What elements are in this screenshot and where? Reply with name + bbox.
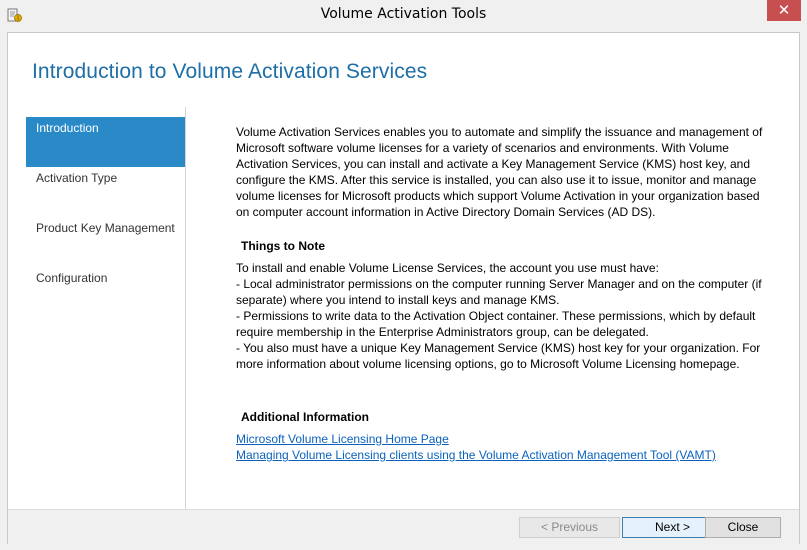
note-item: - Local administrator permissions on the computer running Server Manager and on the computer (if separate) where you intend to install keys and manage KMS. <box>236 277 762 307</box>
nav-item-product-key-management[interactable]: Product Key Management <box>36 221 175 235</box>
nav-divider <box>185 107 186 509</box>
vamt-link[interactable]: Managing Volume Licensing clients using the Volume Activation Management Tool (VAMT) <box>236 448 716 462</box>
previous-button[interactable]: < Previous <box>519 517 620 538</box>
note-item: - Permissions to write data to the Activation Object container. These permissions, which by default require membership in the Enterprise Administrators group, can be delegated. <box>236 309 756 339</box>
note-item: To install and enable Volume License Services, the account you use must have: <box>236 261 659 275</box>
content-pane <box>236 124 776 463</box>
notes-list <box>236 260 776 372</box>
nav-item-introduction[interactable]: Introduction <box>26 117 186 167</box>
close-button[interactable]: Close <box>705 517 781 538</box>
next-button[interactable]: Next > <box>622 517 723 538</box>
window-title: Volume Activation Tools <box>320 6 487 22</box>
nav-item-configuration[interactable]: Configuration <box>36 271 108 285</box>
volume-licensing-home-link[interactable]: Microsoft Volume Licensing Home Page <box>236 432 449 446</box>
intro-paragraph: Volume Activation Services enables you to automate and simplify the issuance and management of Microsoft software volume licenses for a variety of scenarios and environments. With Volume Activation Services, you can install and activate a Key Management Service (KMS) host key, and configure the KMS. After this service is installed, you can also use it to issue, monitor and manage volume licenses for Microsoft products which support Volume Activation in your organization based on computer account information in Active Directory Domain Services (AD DS). <box>236 125 763 219</box>
note-item: - You also must have a unique Key Management Service (KMS) host key for your organization. For more information about volume licensing options, go to Microsoft Volume Licensing homepage. <box>236 341 761 371</box>
close-icon: ✕ <box>777 1 791 19</box>
page-title: Introduction to Volume Activation Services <box>32 60 428 83</box>
window-close-button[interactable] <box>767 0 801 21</box>
wizard-nav <box>26 117 186 317</box>
wizard-client-area <box>7 32 800 544</box>
title-bar <box>0 0 807 32</box>
wizard-footer <box>8 509 799 544</box>
nav-item-activation-type[interactable]: Activation Type <box>36 171 118 185</box>
additional-information-heading: Additional Information <box>241 410 369 424</box>
things-to-note-heading: Things to Note <box>241 239 325 253</box>
